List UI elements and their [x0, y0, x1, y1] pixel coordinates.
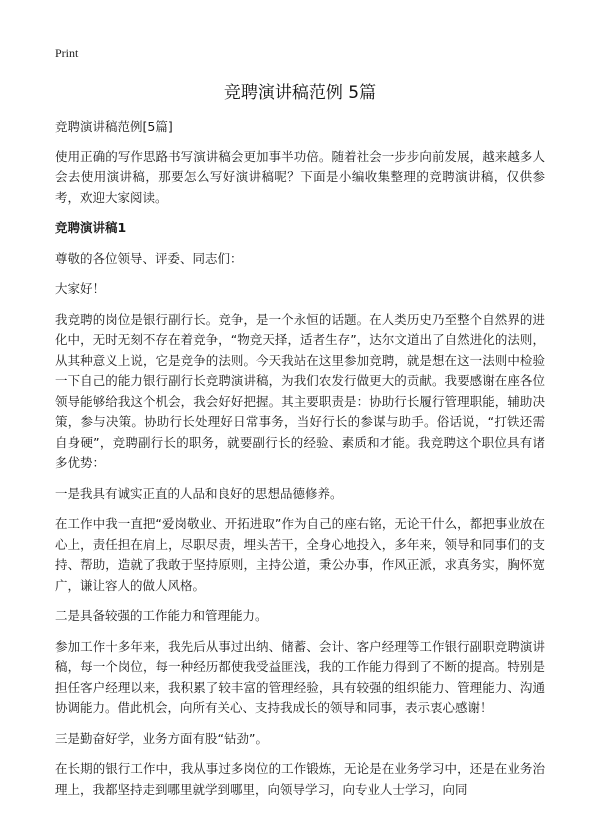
body-paragraph-1: 我竞聘的岗位是银行副行长。竞争，是一个永恒的话题。在人类历史乃至整个自然界的进化中，无时无刻不存在着竞争，“物竞天择，适者生存”，达尔文道出了自然进化的法则，从其种意义上说，它是竞争的法则。今天我站在这里参加竞聘，就是想在这一法则中检验一下自己的能力银行副行长竞聘演讲稿，为我们农发行做更大的贡献。我要感谢在座各位领导能够给我这个机会，我会好好把握。其主要职责是：协助行长履行管理职能，辅助决策，参与决策。协助行长处理好日常事务，当好行长的参谋与助手。俗话说，“打铁还需自身硬”，竞聘副行长的职务，就要副行长的经验、素质和才能。我竞聘这个职位具有诸多优势： [55, 311, 545, 470]
body-paragraph-3: 参加工作十多年来，我先后从事过出纳、储蓄、会计、客户经理等工作银行副职竞聘演讲稿，每一个岗位，每一种经历都使我受益匪浅，我的工作能力得到了不断的提高。特别是担任客户经理以来，我积累了较丰富的管理经验，具有较强的组织能力、管理能力、沟通协调能力。借此机会，向所有关心、支持我成长的领导和同事，表示衷心感谢！ [55, 638, 545, 715]
intro-paragraph: 使用正确的写作思路书写演讲稿会更加事半功倍。随着社会一步步向前发展，越来越多人会去使用演讲稿，那要怎么写好演讲稿呢？下面是小编收集整理的竞聘演讲稿，仅供参考，欢迎大家阅读。 [55, 148, 545, 205]
point-2: 二是具备较强的工作能力和管理能力。 [55, 608, 268, 623]
hello-paragraph: 大家好！ [55, 281, 106, 296]
article-body [55, 117, 545, 800]
greeting-paragraph: 尊敬的各位领导、评委、同志们： [55, 250, 243, 266]
section-heading: 竞聘演讲稿1 [55, 220, 127, 235]
body-paragraph-4: 在长期的银行工作中，我从事过多岗位的工作锻炼，无论是在业务学习中，还是在业务治理上，我都坚持走到哪里就学到哪里，向领导学习，向专业人士学习，向同 [55, 761, 545, 797]
body-paragraph-2: 在工作中我一直把“爱岗敬业、开拓进取”作为自己的座右铭，无论干什么，都把事业放在心上，责任担在肩上，尽职尽责，埋头苦干，全身心地投入，多年来，领导和同事们的支持、帮助，造就了我敢于坚持原则，主持公道，秉公办事，作风正派，求真务实，胸怀宽广，谦让容人的做人风格。 [55, 516, 545, 593]
article-subtitle: 竞聘演讲稿范例[5篇] [55, 119, 173, 134]
page-title: 竞聘演讲稿范例 5篇 [223, 83, 377, 103]
point-1: 一是我具有诚实正直的人品和良好的思想品德修养。 [55, 485, 343, 501]
point-3: 三是勤奋好学，业务方面有股“钻劲”。 [55, 730, 268, 746]
print-link[interactable]: Print [55, 46, 79, 60]
